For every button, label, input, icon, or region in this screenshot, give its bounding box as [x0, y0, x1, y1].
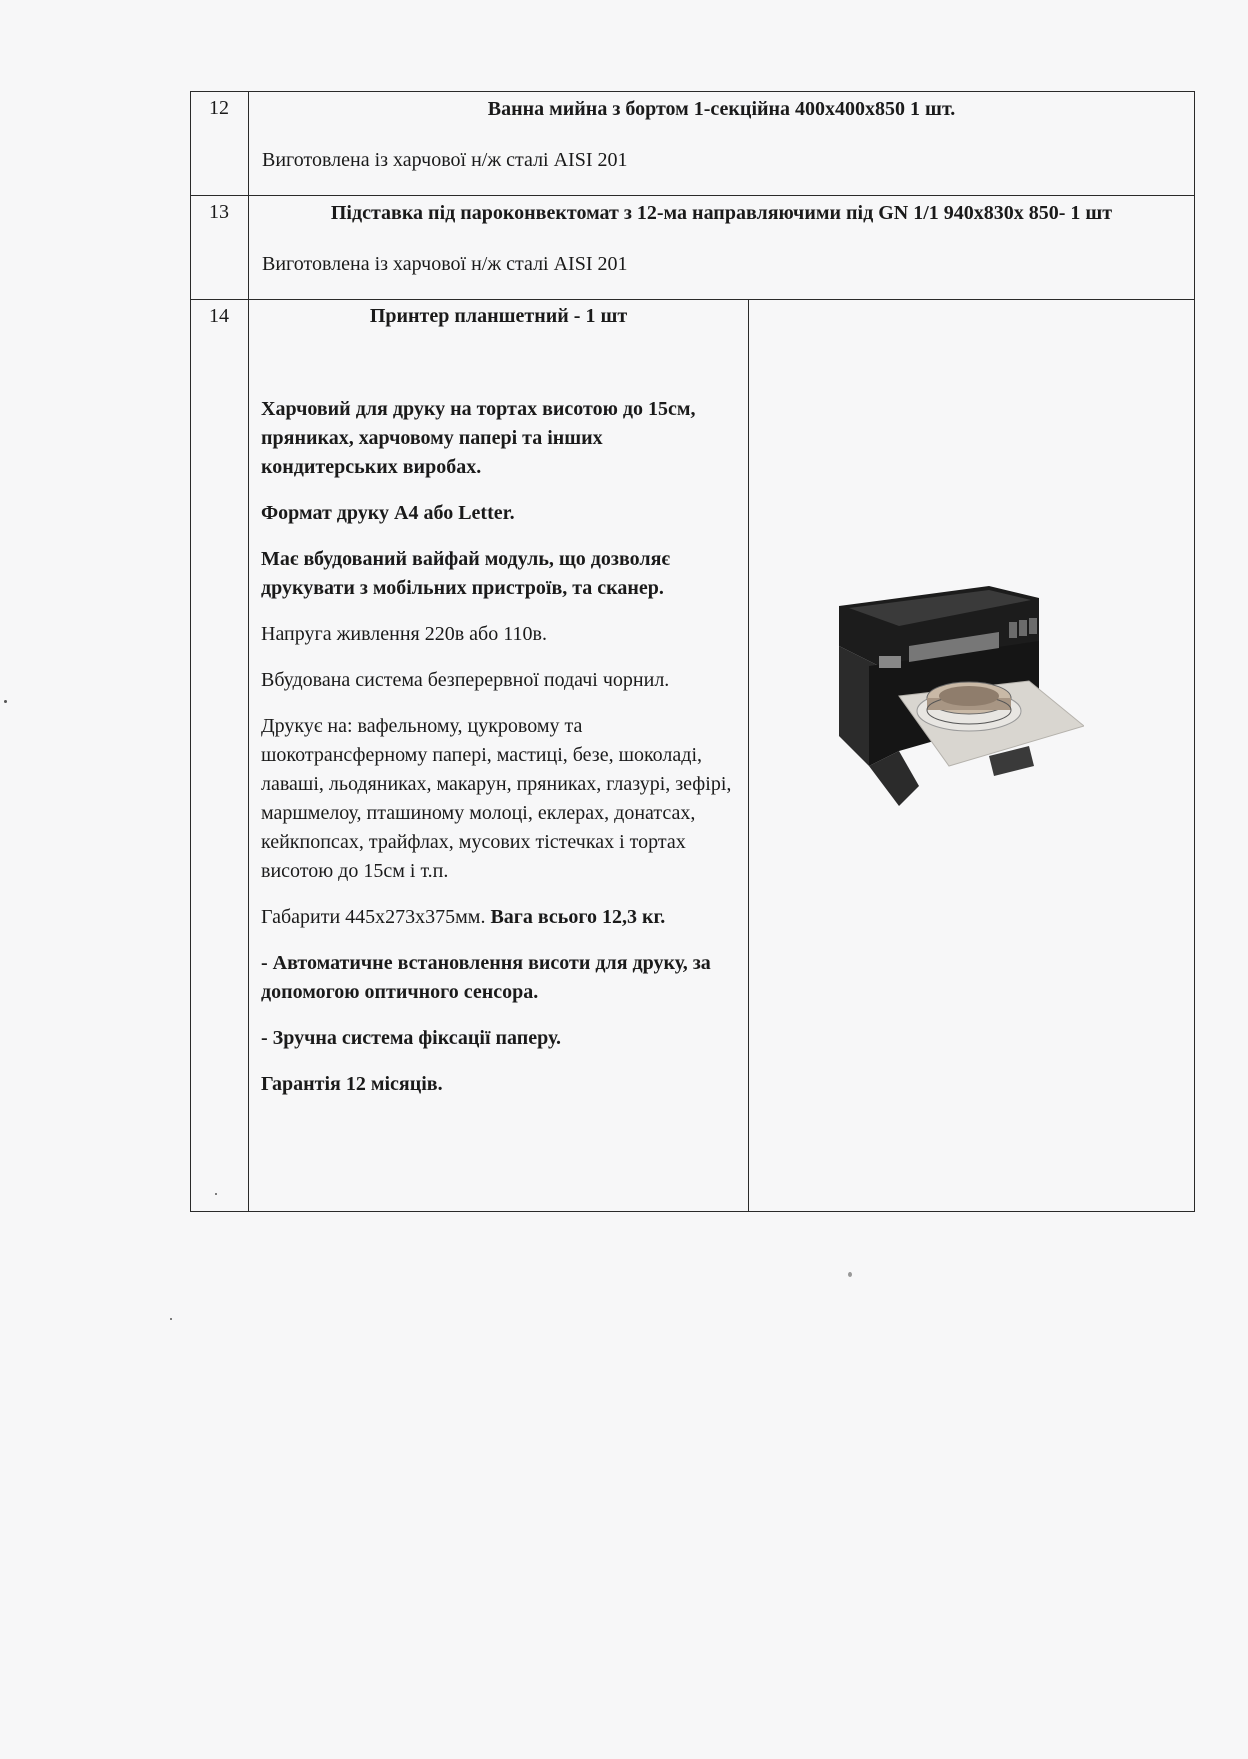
item-title: Принтер планшетний - 1 шт [369, 305, 628, 327]
scan-speck [848, 1272, 852, 1277]
printer-voltage: Напруга живлення 220в або 110в. [261, 623, 547, 645]
printer-dimensions [261, 903, 736, 932]
table-row [191, 300, 1195, 1212]
item-title: Ванна мийна з бортом 1-секційна 400х400х850 1 шт. [487, 98, 956, 120]
scan-speck [170, 1318, 172, 1320]
printer-format: Формат друку А4 або Letter. [261, 502, 515, 524]
item-cell [249, 196, 1195, 300]
printer-auto-height: - Автоматичне встановлення висоти для друку, за допомогою оптичного сенсора. [261, 952, 711, 1003]
item-cell [249, 92, 1195, 196]
table-row [191, 92, 1195, 196]
printer-warranty: Гарантія 12 місяців. [261, 1073, 443, 1095]
printer-media: Друкує на: вафельному, цукровому та шокотрансферному папері, мастиці, безе, шоколаді, лаваші, льодяниках, макарун, пряниках, глазурі, зефірі, маршмелоу, пташиному молоці, еклерах, донатсах, кейкпопсах, трайфлах, мусових тістечках і тортах висотою до 15см і т.п. [261, 715, 732, 882]
row-number: 13 [191, 196, 249, 300]
scan-speck [215, 1193, 217, 1195]
row-number: 12 [191, 92, 249, 196]
printer-paper-fixing: - Зручна система фіксації паперу. [261, 1027, 562, 1049]
row-number: 14 [191, 300, 249, 1212]
printer-ink-system: Вбудована система безперервної подачі чорнил. [261, 669, 670, 691]
printer-description-cell [249, 300, 749, 1212]
scan-speck [4, 700, 7, 703]
spec-table [190, 91, 1195, 1212]
table-row [191, 196, 1195, 300]
printer-wifi: Має вбудований вайфай модуль, що дозволяє друкувати з мобільних пристроїв, та сканер. [261, 548, 671, 599]
printer-dimensions-plain: Габарити 445х273х375мм. [261, 906, 491, 928]
printer-weight: Вага всього 12,3 кг. [490, 906, 666, 928]
item-material: Виготовлена із харчової н/ж сталі AISI 201 [262, 149, 628, 171]
printer-image-cell [749, 300, 1195, 1212]
item-material: Виготовлена із харчової н/ж сталі AISI 201 [262, 253, 628, 275]
item-title: Підставка під пароконвектомат з 12-ма направляючими під GN 1/1 940х830х 850- 1 шт [330, 202, 1113, 224]
printer-photo [839, 586, 1084, 816]
printer-purpose: Харчовий для друку на тортах висотою до 15см, пряниках, харчовому папері та інших кондитерських виробах. [261, 398, 696, 478]
